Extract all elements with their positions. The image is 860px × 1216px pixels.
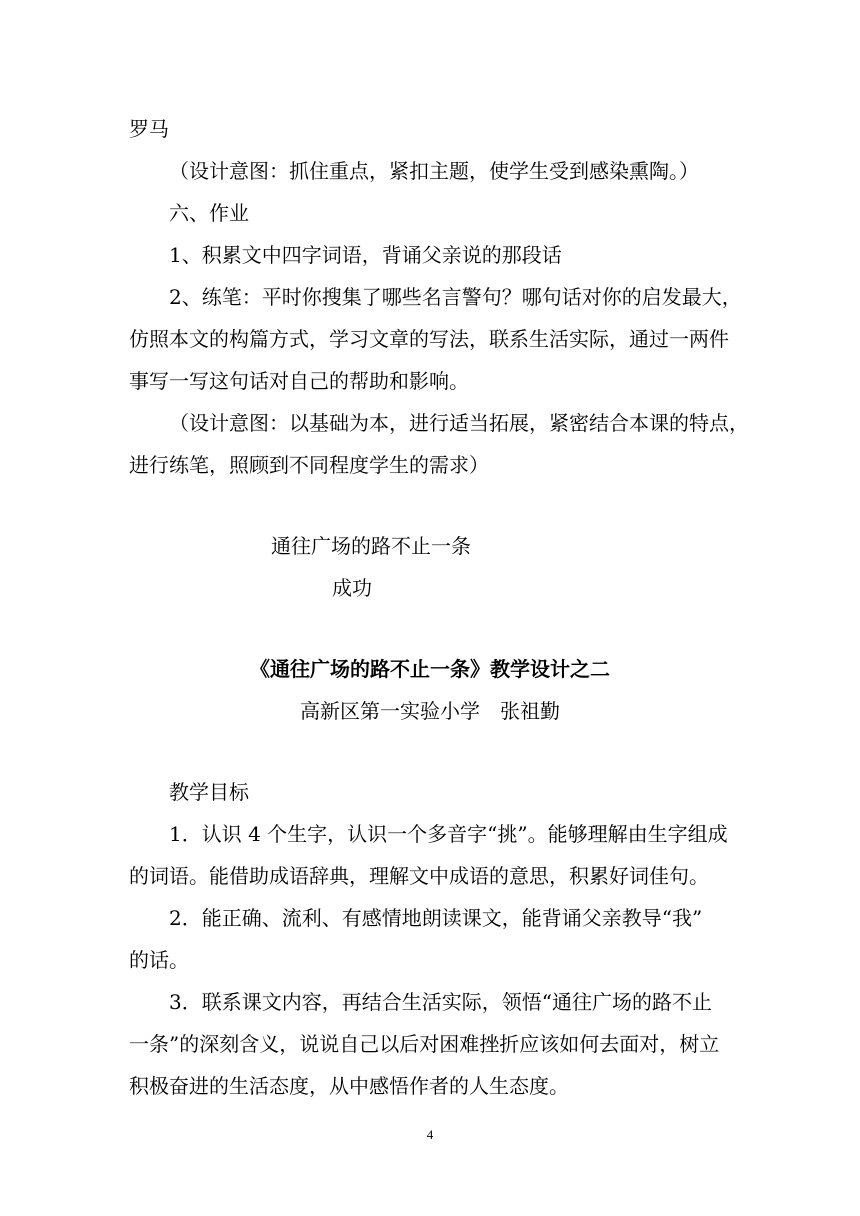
text-line: 的话。 — [129, 948, 189, 972]
homework-item-1: 1、积累文中四字词语，背诵父亲说的那段话 — [169, 243, 562, 267]
goal-item-1: 1．认识 4 个生字，认识一个多音字“挑”。能够理解由生字组成 — [169, 822, 728, 846]
author-line: 高新区第一实验小学 张祖勤 — [300, 699, 560, 723]
goal-item-2: 2．能正确、流利、有感情地朗读课文，能背诵父亲教导“我” — [169, 906, 703, 930]
design-intent-note: （设计意图：以基础为本，进行适当拓展，紧密结合本课的特点， — [169, 411, 749, 435]
section-heading-homework: 六、作业 — [169, 201, 249, 225]
text-line: 的词语。能借助成语辞典，理解文中成语的意思，积累好词佳句。 — [129, 864, 709, 888]
text-line: 罗马 — [129, 117, 169, 141]
text-line: 仿照本文的构篇方式，学习文章的写法，联系生活实际，通过一两件 — [129, 327, 729, 351]
text-line: 一条”的深刻含义，说说自己以后对困难挫折应该如何去面对，树立 — [129, 1032, 720, 1056]
text-line: 进行练笔，照顾到不同程度学生的需求） — [129, 453, 489, 477]
blackboard-word: 成功 — [332, 576, 372, 600]
design-intent-note: （设计意图：抓住重点，紧扣主题，使学生受到感染熏陶。） — [169, 159, 699, 183]
document-title: 《通往广场的路不止一条》教学设计之二 — [250, 657, 610, 681]
blackboard-title: 通往广场的路不止一条 — [271, 534, 471, 558]
homework-item-2: 2、练笔：平时你搜集了哪些名言警句？哪句话对你的启发最大， — [169, 285, 742, 309]
text-line: 事写一写这句话对自己的帮助和影响。 — [129, 369, 469, 393]
goal-item-3: 3．联系课文内容，再结合生活实际，领悟“通往广场的路不止 — [169, 990, 712, 1014]
text-line: 积极奋进的生活态度，从中感悟作者的人生态度。 — [129, 1074, 569, 1098]
section-heading-goals: 教学目标 — [169, 780, 249, 804]
page-number: 4 — [426, 1127, 434, 1142]
